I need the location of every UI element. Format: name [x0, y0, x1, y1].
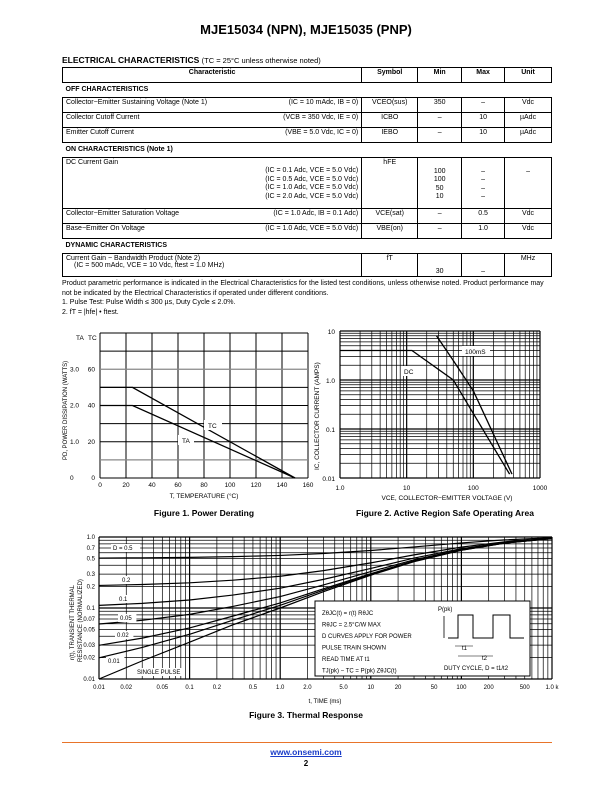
param-cond: (IC = 10 mAdc, IB = 0)	[288, 99, 359, 106]
x-tick-label: 200	[483, 685, 494, 691]
ec-heading-condition: (TC = 25°C unless otherwise noted)	[201, 56, 321, 65]
x-tick-label: 0.05	[156, 685, 169, 691]
col-header: Min	[418, 68, 462, 83]
min: 100	[433, 176, 446, 183]
param-cond: (IC = 0.1 Adc, VCE = 5.0 Vdc)	[265, 167, 359, 174]
y-tick-label: 0.3	[86, 572, 95, 579]
series-label: 0.2	[122, 578, 131, 584]
max: –	[481, 184, 486, 192]
symbol: fT	[362, 254, 418, 277]
max: 10	[462, 113, 505, 128]
website-link[interactable]: www.onsemi.com	[270, 747, 342, 757]
series-label: 0.1	[119, 597, 128, 603]
series-label-tc: TC	[208, 423, 217, 430]
x-tick-label: 0.2	[212, 685, 222, 691]
min: –	[418, 209, 462, 224]
note-2: 2. fT = |hfe| • ftest.	[62, 308, 119, 316]
col-header: Characteristic	[63, 68, 362, 83]
axis-head-tc: TC	[88, 335, 97, 342]
x-tick-label: 100	[224, 482, 236, 489]
y-axis-label: PD, POWER DISSIPATION (WATTS)	[63, 360, 69, 460]
duty-cycle-label: DUTY CYCLE, D = t1/t2	[443, 666, 509, 672]
x-tick-label: 20	[122, 482, 130, 489]
x-tick-label: 0.02	[120, 685, 133, 691]
unit: MHz	[505, 254, 552, 277]
group-label-off: OFF CHARACTERISTICS	[65, 86, 149, 93]
page-title: MJE15034 (NPN), MJE15035 (PNP)	[200, 22, 412, 37]
param-cond: (IC = 500 mAdc, VCE = 10 Vdc, ftest = 1.0 MHz)	[74, 262, 225, 269]
series-label: SINGLE PULSE	[137, 670, 181, 676]
unit: µAdc	[505, 113, 552, 128]
max: –	[481, 193, 486, 200]
param-cond: (VCB = 350 Vdc, IE = 0)	[283, 114, 359, 121]
x-tick-label: 100	[467, 485, 479, 492]
x-axis-label: T, TEMPERATURE (°C)	[169, 493, 239, 500]
y-tick-label: 10	[327, 329, 335, 336]
unit: Vdc	[505, 209, 552, 224]
x-tick-label: 500	[519, 685, 530, 691]
symbol: VBE(on)	[362, 224, 418, 239]
param-cond: (VBE = 5.0 Vdc, IC = 0)	[285, 129, 359, 136]
y-tick-label: 0.7	[86, 545, 95, 552]
max: –	[481, 167, 486, 175]
col-header: Symbol	[362, 68, 418, 83]
unit: Vdc	[505, 98, 552, 113]
series-line	[99, 538, 552, 605]
param-name: Base−Emitter On Voltage	[66, 225, 145, 232]
inset-note: PULSE TRAIN SHOWN	[322, 645, 386, 652]
param-name: Emitter Cutoff Current	[66, 129, 134, 136]
param-name: Current Gain − Bandwidth Product (Note 2)	[66, 255, 201, 262]
y-tick-label-ta: 0	[70, 475, 74, 482]
min: 100	[433, 167, 446, 175]
y-tick-label: 0.03	[83, 643, 95, 650]
col-header: Max	[462, 68, 505, 83]
x-tick-label: 10	[403, 485, 411, 492]
max: –	[462, 98, 505, 113]
param-cond: (IC = 2.0 Adc, VCE = 5.0 Vdc)	[265, 192, 359, 200]
y-tick-label-tc: 60	[87, 366, 95, 374]
x-tick-label: 140	[276, 482, 288, 489]
series-label-100ms: 100mS	[465, 349, 486, 356]
ec-heading-text: ELECTRICAL CHARACTERISTICS	[62, 55, 200, 65]
x-tick-label: 1.0 k	[545, 685, 559, 691]
min: 10	[435, 193, 444, 200]
param-name: DC Current Gain	[66, 159, 119, 166]
symbol: IEBO	[362, 128, 418, 143]
series-label-dc: DC	[404, 369, 414, 376]
inset-note: ZθJC(t) = r(t) RθJC	[322, 611, 374, 617]
param-cond: (IC = 1.0 Adc, VCE = 5.0 Vdc)	[265, 184, 359, 191]
symbol: VCE(sat)	[362, 209, 418, 224]
x-tick-label: 80	[200, 482, 208, 489]
x-tick-label: 1.0	[276, 685, 285, 691]
t2-label: t2	[482, 656, 488, 662]
min: 350	[418, 98, 462, 113]
series-line-dc	[340, 350, 510, 474]
x-tick-label: 60	[174, 482, 182, 489]
max: 10	[462, 128, 505, 143]
y-tick-label-ta: 3.0	[70, 366, 80, 374]
inset-note: RθJC = 2.5°C/W MAX	[322, 622, 381, 629]
unit: µAdc	[505, 128, 552, 143]
t1-label: t1	[462, 646, 468, 652]
max: 0.5	[462, 209, 505, 224]
y-tick-label-tc: 20	[87, 438, 95, 446]
pulse-peak-label: P(pk)	[438, 607, 453, 613]
y-tick-label: 1.0	[86, 535, 95, 541]
inset-note: D CURVES APPLY FOR POWER	[322, 634, 412, 640]
x-tick-label: 2.0	[303, 685, 312, 691]
x-tick-label: 5.0	[339, 685, 348, 691]
inset-note: TJ(pk) − TC = P(pk) ZθJC(t)	[322, 668, 397, 675]
x-tick-label: 20	[394, 685, 402, 691]
x-tick-label: 160	[302, 482, 314, 489]
col-header: Unit	[505, 68, 552, 83]
min: 30	[418, 254, 462, 277]
symbol: ICBO	[362, 113, 418, 128]
x-tick-label: 100	[456, 685, 467, 691]
x-tick-label: 0	[98, 482, 102, 489]
series-label: 0.01	[108, 659, 120, 665]
x-tick-label: 50	[430, 685, 438, 691]
y-tick-label-tc: 0	[91, 475, 95, 482]
symbol: hFE	[362, 158, 418, 209]
min: –	[418, 128, 462, 143]
unit: Vdc	[505, 224, 552, 239]
y-tick-label: 1.0	[325, 378, 335, 385]
y-axis-label: r(t), TRANSIENT THERMAL	[70, 584, 76, 660]
note-1: 1. Pulse Test: Pulse Width ≤ 300 µs, Duty Cycle ≤ 2.0%.	[62, 299, 236, 306]
footer-divider	[62, 742, 552, 743]
symbol: VCEO(sus)	[362, 98, 418, 113]
max: –	[481, 176, 486, 183]
y-tick-label: 0.2	[86, 584, 95, 591]
x-tick-label: 10	[367, 685, 375, 691]
series-label: 0.05	[120, 616, 132, 622]
param-name: Collector−Emitter Sustaining Voltage (Note 1)	[66, 99, 208, 106]
y-tick-label: 0.01	[322, 476, 335, 483]
inset-note: READ TIME AT t1	[322, 657, 370, 663]
min: 50	[435, 184, 444, 192]
y-tick-label: 0.02	[83, 655, 95, 662]
series-label-ta: TA	[182, 438, 190, 445]
param-name: Collector Cutoff Current	[66, 114, 140, 121]
max: 1.0	[462, 224, 505, 239]
y-tick-label: 0.01	[83, 677, 95, 683]
param-cond: (IC = 1.0 Adc, IB = 0.1 Adc)	[273, 210, 359, 217]
unit: –	[526, 167, 530, 175]
max: –	[462, 254, 505, 277]
y-tick-label: 0.05	[83, 627, 95, 634]
param-cond: (IC = 1.0 Adc, VCE = 5.0 Vdc)	[265, 225, 359, 232]
x-tick-label: 40	[148, 482, 156, 489]
y-tick-label: 0.07	[83, 616, 95, 623]
x-tick-label: 0.1	[185, 685, 194, 691]
figure-caption: Figure 2. Active Region Safe Operating Area	[356, 508, 534, 518]
group-label-on: ON CHARACTERISTICS (Note 1)	[65, 146, 173, 153]
y-tick-label-ta: 1.0	[70, 438, 80, 446]
x-tick-label: 0.01	[93, 685, 105, 691]
x-axis-label: t, TIME (ms)	[308, 699, 342, 705]
series-label: 0.02	[117, 633, 129, 639]
page-number: 2	[303, 759, 309, 768]
param-name: Collector−Emitter Saturation Voltage	[66, 210, 180, 217]
y-axis-label: IC, COLLECTOR CURRENT (AMPS)	[314, 362, 321, 470]
figure-caption: Figure 3. Thermal Response	[249, 710, 363, 720]
group-label-dynamic: DYNAMIC CHARACTERISTICS	[65, 242, 167, 249]
x-tick-label: 1000	[532, 485, 548, 492]
min: –	[418, 113, 462, 128]
x-tick-label: 1.0	[335, 485, 345, 492]
series-label: D = 0.5	[113, 546, 133, 552]
y-tick-label: 0.1	[86, 606, 95, 612]
param-cond: (IC = 0.5 Adc, VCE = 5.0 Vdc)	[265, 175, 359, 183]
x-tick-label: 120	[250, 482, 262, 489]
y-tick-label: 0.1	[325, 427, 335, 434]
y-tick-label-tc: 40	[87, 402, 95, 410]
min: –	[418, 224, 462, 239]
y-tick-label: 0.5	[86, 556, 95, 563]
x-axis-label: VCE, COLLECTOR−EMITTER VOLTAGE (V)	[381, 495, 513, 502]
figure-caption: Figure 1. Power Derating	[153, 508, 255, 518]
x-tick-label: 0.5	[248, 685, 258, 691]
axis-head-ta: TA	[76, 335, 84, 342]
notes-paragraph: Product parametric performance is indicated in the Electrical Characteristics for the listed test conditions, unless otherwise noted. Product performance may not be indicated by the Electrical Characteristics if operated under different conditions.	[62, 280, 544, 297]
y-axis-label: RESISTANCE (NORMALIZED)	[78, 579, 84, 662]
y-tick-label-ta: 2.0	[70, 402, 80, 410]
